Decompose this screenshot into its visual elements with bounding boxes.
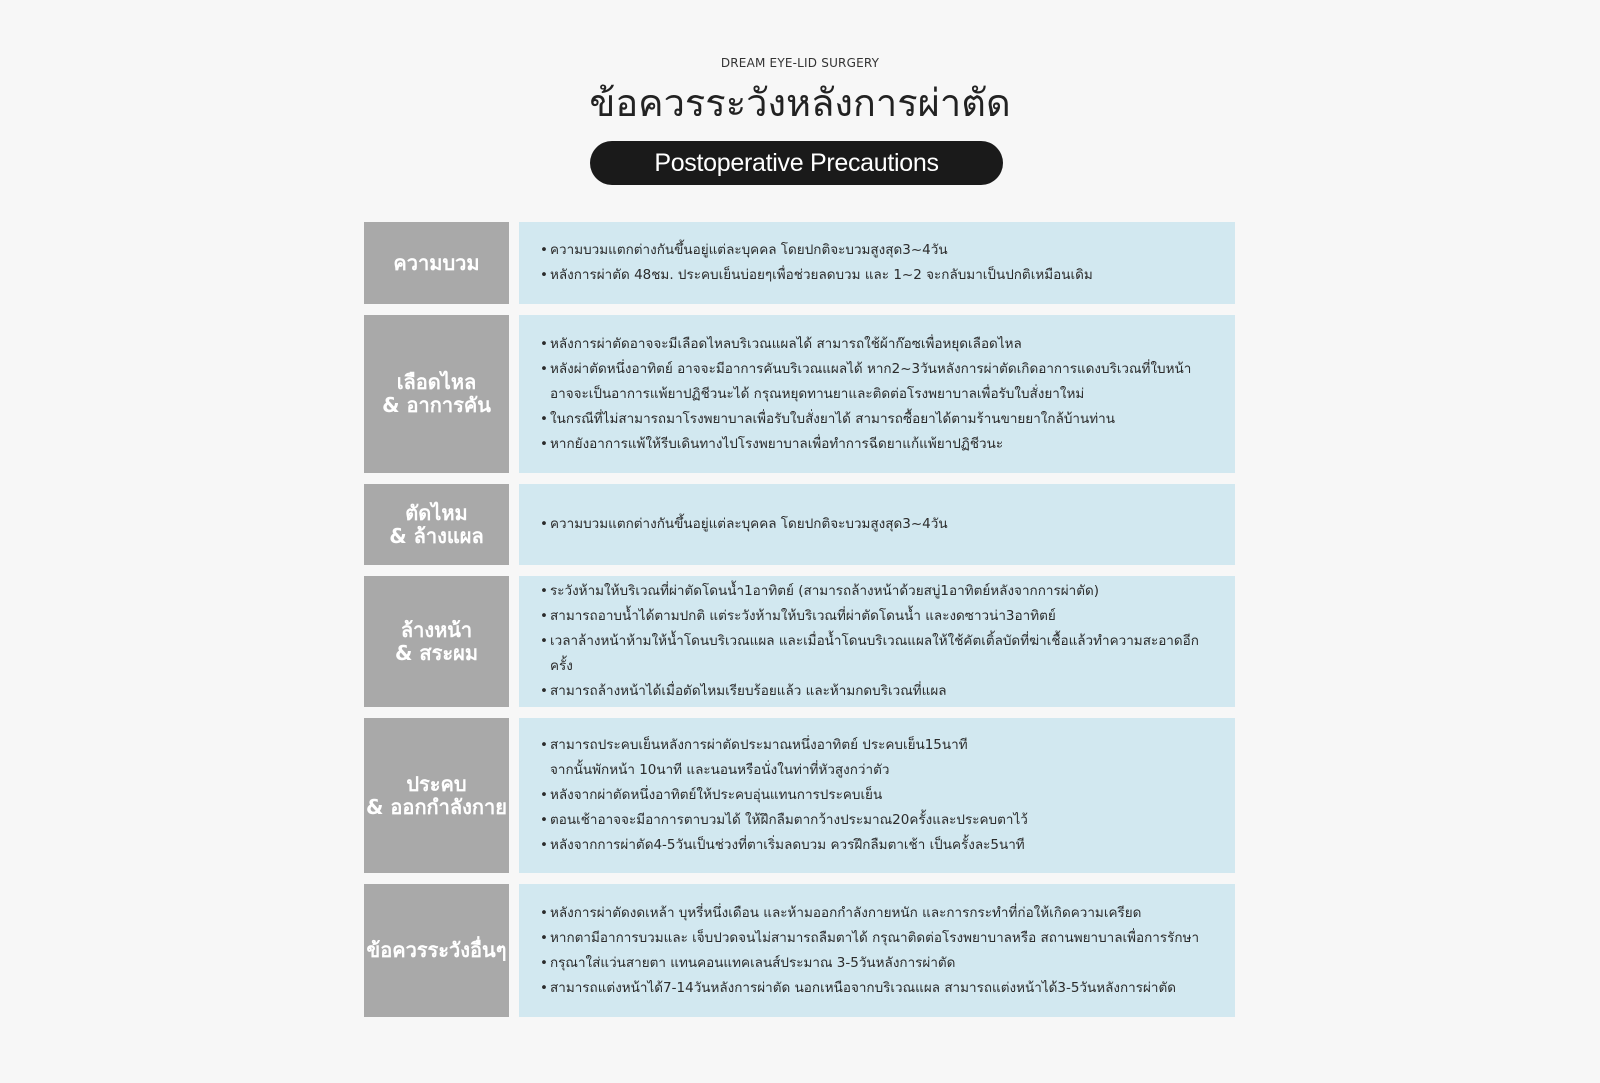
section-content — [519, 315, 1235, 473]
section-label: ล้างหน้า & สระผม — [364, 576, 509, 707]
list-item: • กรุณาใส่แว่นสายตา แทนคอนแทคเลนส์ประมาณ 3-5วันหลังการผ่าตัด — [540, 951, 1215, 976]
section-content — [519, 884, 1235, 1017]
list-item: • สามารถล้างหน้าได้เมื่อตัดไหมเรียบร้อยแล้ว และห้ามกดบริเวณที่แผล — [540, 679, 1215, 704]
section-compress — [364, 718, 1235, 873]
section-label: ตัดไหม & ล้างแผล — [364, 484, 509, 565]
list-item: • ตอนเช้าอาจจะมีอาการตาบวมได้ ให้ฝึกลืมตากว้างประมาณ20ครั้งและประคบตาไว้ — [540, 808, 1215, 833]
list-item: • สามารถประคบเย็นหลังการผ่าตัดประมาณหนึ่งอาทิตย์ ประคบเย็น15นาที จากนั้นพักหน้า 10นาที และนอนหรือนั่งในท่าที่หัวสูงกว่าตัว — [540, 733, 1215, 783]
page-title: ข้อควรระวังหลังการผ่าตัด — [589, 81, 1011, 125]
list-item: • สามารถอาบน้ำได้ตามปกติ แต่ระวังห้ามให้บริเวณที่ผ่าตัดโดนน้ำ และงดซาวน่า3อาทิตย์ — [540, 604, 1215, 629]
list-item: • หลังการผ่าตัดงดเหล้า บุหรี่หนึ่งเดือน และห้ามออกกำลังกายหนัก และการกระทำที่ก่อให้เกิดความเครียด — [540, 901, 1215, 926]
list-item: • สามารถแต่งหน้าได้7-14วันหลังการผ่าตัด นอกเหนือจากบริเวณแผล สามารถแต่งหน้าได้3-5วันหลังการผ่าตัด — [540, 976, 1215, 1001]
list-item: • หากตามีอาการบวมและ เจ็บปวดจนไม่สามารถลืมตาได้ กรุณาติดต่อโรงพยาบาลหรือ สถานพยาบาลเพื่อการรักษา — [540, 926, 1215, 951]
list-item: • หลังผ่าตัดหนึ่งอาทิตย์ อาจจะมีอาการคันบริเวณแผลได้ หาก2~3วันหลังการผ่าตัดเกิดอาการแดงบริเวณที่ใบหน้า อาจจะเป็นอาการแพ้ยาปฏิชีวนะได้ กรุณหยุดทานยาและติดต่อโรงพยาบาลเพื่อรับใบสั่งยาใหม่ — [540, 357, 1215, 407]
list-item: • ความบวมแตกต่างกันขึ้นอยู่แต่ละบุคคล โดยปกติจะบวมสูงสุด3~4วัน — [540, 512, 1215, 537]
section-other — [364, 884, 1235, 1017]
section-content — [519, 576, 1235, 707]
list-item: • ระวังห้ามให้บริเวณที่ผ่าตัดโดนน้ำ1อาทิตย์ (สามารถล้างหน้าด้วยสบู่1อาทิตย์หลังจากการผ่าตัด) — [540, 579, 1215, 604]
list-item: • หากยังอาการแพ้ให้รีบเดินทางไปโรงพยาบาลเพื่อทำการฉีดยาแก้แพ้ยาปฏิชีวนะ — [540, 432, 1215, 457]
list-item: • เวลาล้างหน้าห้ามให้น้ำโดนบริเวณแผล และเมื่อน้ำโดนบริเวณแผลให้ใช้คัตเติ้ลบัดที่ฆ่าเชื้อแล้วทำความสะอาดอีกครั้ง — [540, 629, 1215, 679]
section-content — [519, 718, 1235, 873]
list-item: • หลังการผ่าตัด 48ชม. ประคบเย็นบ่อยๆเพื่อช่วยลดบวม และ 1~2 จะกลับมาเป็นปกติเหมือนเดิม — [540, 263, 1215, 288]
section-stitches — [364, 484, 1235, 565]
english-title-badge: Postoperative Precautions — [590, 141, 1003, 185]
section-washing — [364, 576, 1235, 707]
list-item: • หลังจากการผ่าตัด4-5วันเป็นช่วงที่ตาเริ่มลดบวม ควรฝึกลืมตาเช้า เป็นครั้งละ5นาที — [540, 833, 1215, 858]
section-bleeding — [364, 315, 1235, 473]
section-label: ความบวม — [364, 222, 509, 304]
section-label: ข้อควรระวังอื่นๆ — [364, 884, 509, 1017]
list-item: • หลังจากผ่าตัดหนึ่งอาทิตย์ให้ประคบอุ่นแทนการประคบเย็น — [540, 783, 1215, 808]
section-label: ประคบ & ออกกำลังกาย — [364, 718, 509, 873]
subtitle: DREAM EYE-LID SURGERY — [720, 56, 880, 70]
section-content — [519, 484, 1235, 565]
section-label: เลือดไหล & อาการคัน — [364, 315, 509, 473]
section-swelling — [364, 222, 1235, 304]
precautions-table — [364, 222, 1235, 1028]
section-content — [519, 222, 1235, 304]
list-item: • หลังการผ่าตัดอาจจะมีเลือดไหลบริเวณแผลได้ สามารถใช้ผ้าก๊อซเพื่อหยุดเลือดไหล — [540, 332, 1215, 357]
list-item: • ความบวมแตกต่างกันขึ้นอยู่แต่ละบุคคล โดยปกติจะบวมสูงสุด3~4วัน — [540, 238, 1215, 263]
list-item: • ในกรณีที่ไม่สามารถมาโรงพยาบาลเพื่อรับใบสั่งยาได้ สามารถซื้อยาได้ตามร้านขายยาใกล้บ้านท่าน — [540, 407, 1215, 432]
